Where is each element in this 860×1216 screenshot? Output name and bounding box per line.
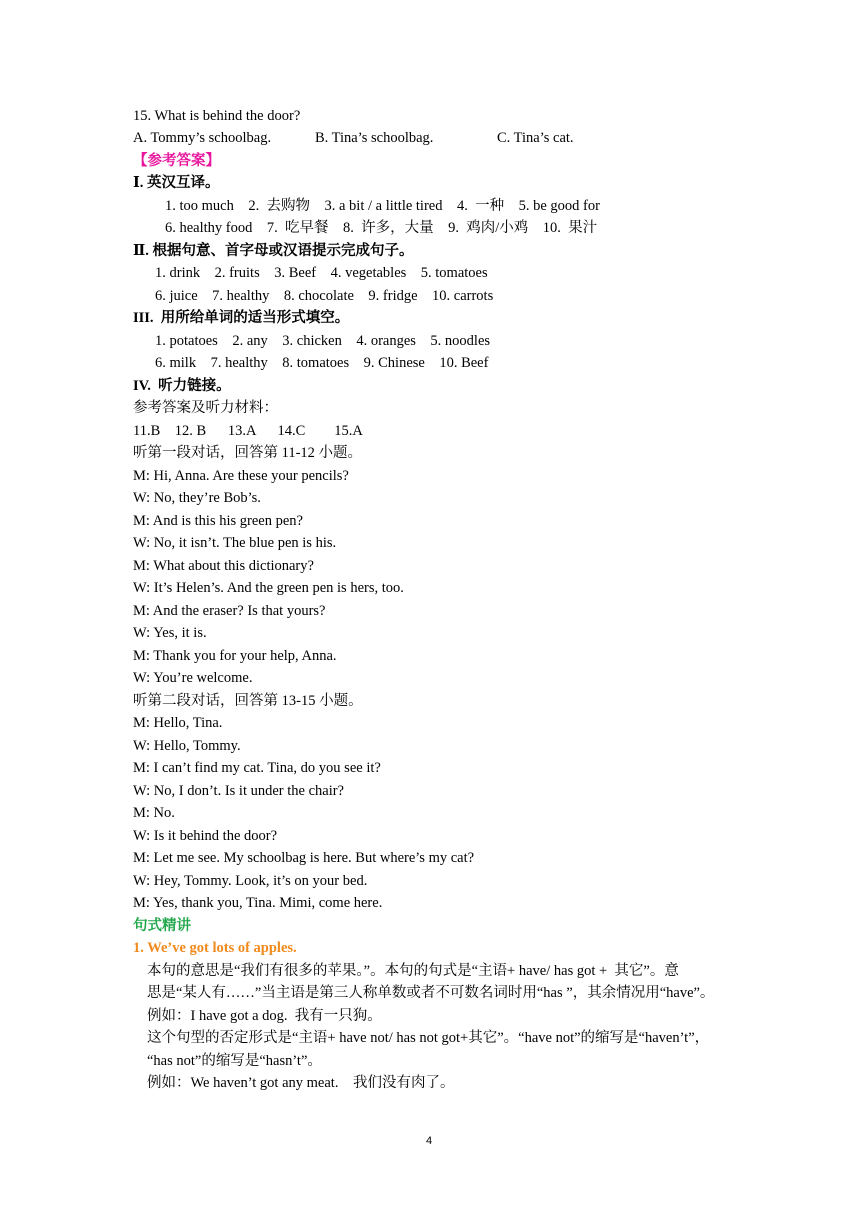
option-c: C. Tina’s cat. xyxy=(497,130,574,146)
dialog-line: W: Is it behind the door? xyxy=(133,828,278,844)
dialog2-intro: 听第二段对话，回答第 13-15 小题。 xyxy=(133,693,363,709)
grammar-point-title: 1. We’ve got lots of apples. xyxy=(133,940,297,956)
grammar-paragraph-line: 例如：We haven’t got any meat. 我们没有肉了。 xyxy=(147,1075,455,1091)
section1-title: Ⅰ. 英汉互译。 xyxy=(133,175,220,191)
page-number: 4 xyxy=(426,1135,433,1147)
dialog1-intro: 听第一段对话，回答第 11-12 小题。 xyxy=(133,445,363,461)
answers-heading: 【参考答案】 xyxy=(133,153,220,169)
grammar-paragraph-line: “has not”的缩写是“hasn’t”。 xyxy=(147,1053,322,1069)
dialog-line: M: Hi, Anna. Are these your pencils? xyxy=(133,468,349,484)
grammar-paragraph-line: 思是“某人有……”当主语是第三人称单数或者不可数名词时用“has ”，其余情况用“have”。 xyxy=(147,985,715,1001)
section2-row2: 6. juice 7. healthy 8. chocolate 9. fridge 10. carrots xyxy=(155,288,494,304)
section2-title: Ⅱ. 根据句意、首字母或汉语提示完成句子。 xyxy=(133,243,414,259)
grammar-paragraph-line: 本句的意思是“我们有很多的苹果。”。本句的句式是“主语+ have/ has got + 其它”。意 xyxy=(147,963,679,979)
grammar-heading: 句式精讲 xyxy=(133,918,191,934)
section1-row1: 1. too much 2. 去购物 3. a bit / a little tired 4. 一种 5. be good for xyxy=(165,198,600,214)
dialog-line: W: Hello, Tommy. xyxy=(133,738,241,754)
dialog-line: W: No, I don’t. Is it under the chair? xyxy=(133,783,344,799)
dialog-line: M: What about this dictionary? xyxy=(133,558,314,574)
dialog-line: M: Hello, Tina. xyxy=(133,715,223,731)
dialog-line: M: Let me see. My schoolbag is here. But where’s my cat? xyxy=(133,850,475,866)
section1-row2: 6. healthy food 7. 吃早餐 8. 许多，大量 9. 鸡肉/小鸡 10. 果汁 xyxy=(165,220,598,236)
option-b: B. Tina’s schoolbag. xyxy=(315,130,434,146)
answer-keys: 11.B 12. B 13.A 14.C 15.A xyxy=(133,423,363,439)
section4-title: IV. 听力链接。 xyxy=(133,378,231,394)
dialog-line: M: No. xyxy=(133,805,175,821)
dialog-line: W: It’s Helen’s. And the green pen is hers, too. xyxy=(133,580,404,596)
section3-row2: 6. milk 7. healthy 8. tomatoes 9. Chinese 10. Beef xyxy=(155,355,489,371)
section2-row1: 1. drink 2. fruits 3. Beef 4. vegetables 5. tomatoes xyxy=(155,265,488,281)
dialog-line: M: I can’t find my cat. Tina, do you see it? xyxy=(133,760,381,776)
grammar-paragraph-line: 这个句型的否定形式是“主语+ have not/ has not got+其它”。“have not”的缩写是“haven’t”， xyxy=(147,1030,710,1046)
dialog-line: M: And the eraser? Is that yours? xyxy=(133,603,326,619)
option-a: A. Tommy’s schoolbag. xyxy=(133,130,272,146)
question-stem: 15. What is behind the door? xyxy=(133,108,301,124)
section3-row1: 1. potatoes 2. any 3. chicken 4. oranges 5. noodles xyxy=(155,333,491,349)
dialog-line: M: Yes, thank you, Tina. Mimi, come here. xyxy=(133,895,383,911)
dialog-line: W: Hey, Tommy. Look, it’s on your bed. xyxy=(133,873,368,889)
dialog-line: W: You’re welcome. xyxy=(133,670,253,686)
dialog-line: W: No, they’re Bob’s. xyxy=(133,490,261,506)
grammar-paragraph-line: 例如：I have got a dog. 我有一只狗。 xyxy=(147,1008,382,1024)
dialog-line: W: No, it isn’t. The blue pen is his. xyxy=(133,535,337,551)
dialog-line: W: Yes, it is. xyxy=(133,625,207,641)
section3-title: III. 用所给单词的适当形式填空。 xyxy=(133,310,350,326)
dialog-line: M: Thank you for your help, Anna. xyxy=(133,648,337,664)
dialog-line: M: And is this his green pen? xyxy=(133,513,303,529)
section4-subtitle: 参考答案及听力材料： xyxy=(133,400,278,416)
